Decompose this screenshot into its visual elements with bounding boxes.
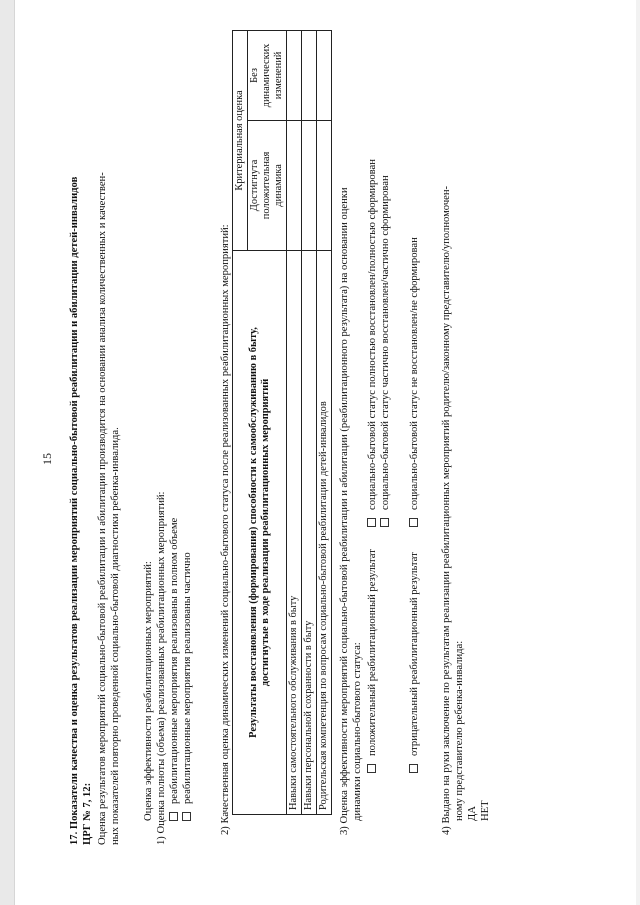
option-partial: [181, 552, 194, 821]
item1-text: 1) Оценка полноты (объема) реализованных реабилитационных мероприятий:: [156, 491, 167, 845]
status-partial: социально-бытовой статус частично восстановлен/частично сформирован: [379, 175, 392, 527]
positive-result: положительный реабилитационный результат: [366, 549, 379, 773]
option-full: [168, 518, 181, 821]
checkbox-status-partial[interactable]: [380, 518, 389, 527]
answer-no: НЕТ: [480, 800, 491, 821]
checkbox-partial[interactable]: [182, 812, 191, 821]
page-number: 15: [40, 453, 54, 465]
results-table: [232, 30, 332, 815]
checkbox-negative-result[interactable]: [409, 764, 418, 773]
checkbox-status-none[interactable]: [409, 518, 418, 527]
checkbox-full[interactable]: [169, 812, 178, 821]
intro-line1: Оценка результатов мероприятий социально-бытовой реабилитации и абилитации производится на основании анализа количественных и качествен-: [97, 172, 108, 845]
option-full-label: реабилитационные мероприятия реализованы в полном объеме: [169, 517, 180, 804]
table-cell: Родительская компетенция по вопросам социально-бытовой реабилитации детей-инвалидов: [317, 251, 332, 815]
section-heading-line1: 17. Показатели качества и оценка результатов реализации мероприятий социально-бытовой реабилитации и абилитации детей-инвалидов: [69, 176, 80, 845]
status-none: социально-бытовой статус не восстановлен/не сформирован: [408, 237, 421, 527]
table-row: [302, 31, 317, 815]
section-heading-line2: ЦРГ № 7, 12:: [82, 782, 93, 845]
checkbox-positive-result[interactable]: [367, 764, 376, 773]
table-row: [317, 31, 332, 815]
eval-label: Оценка эффективности реабилитационных мероприятий:: [143, 561, 154, 821]
negative-result: отрицательный реабилитационный результат: [408, 552, 421, 773]
item3-line1: 3) Оценка эффективности мероприятий социально-бытовой реабилитации и абилитации (реабилитационного результата) на основании оценки: [339, 187, 350, 835]
table-row: [287, 31, 302, 815]
intro-line2: ных показателей повторно проведенной социально-бытовой диагностики ребенка-инвалида.: [110, 427, 121, 845]
status-full: социально-бытовой статус полностью восстановлен/полностью сформирован: [366, 159, 379, 527]
item4-line2: ному представителю ребенка-инвалида:: [454, 640, 465, 821]
option-partial-label: реабилитационные мероприятия реализованы частично: [182, 552, 193, 804]
item2-text: 2) Качественная оценка динамических изменений социально-бытового статуса после реализованных реабилитационных мероприятий:: [220, 224, 231, 835]
table-header-main: Результаты восстановления (формирования) способности к самообслуживанию в быту, достигнутые в ходе реализации реабилитационных мероприятий: [233, 251, 287, 815]
item4-line1: 4) Выдано на руки заключение по результатам реализации реабилитационных мероприятий родителю/законному представителю/уполномочен-: [441, 185, 452, 835]
table-header-criteria: Критериальная оценка: [233, 31, 248, 251]
checkbox-status-full[interactable]: [367, 518, 376, 527]
table-header-positive: Достигнута положительная динамика: [248, 120, 287, 250]
answer-yes: ДА: [467, 806, 478, 821]
item3-line2: динамики социально-бытового статуса:: [352, 642, 363, 821]
table-cell: Навыки персональной сохранности в быту: [302, 251, 317, 815]
table-header-nochange: Без динамических изменений: [248, 31, 287, 121]
table-cell: Навыки самостоятельного обслуживания в быту: [287, 251, 302, 815]
